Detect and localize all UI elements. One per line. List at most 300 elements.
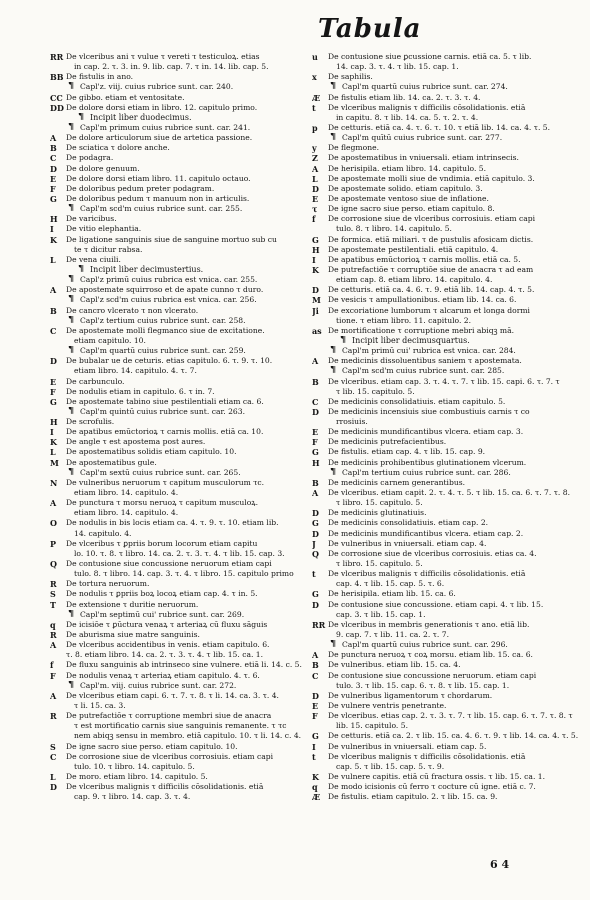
entry-text: etiam capitulo. 10. [74,335,146,345]
entry-text: De vulneribus in vniuersali. etiam cap. 5. [328,741,487,751]
index-entry [312,194,580,204]
index-entry [50,498,318,508]
index-entry [50,387,318,397]
index-entry [50,447,318,457]
entry-text: De vlceribus etiam capi. 6. τ. 7. τ. 8. τ li. 14. ca. 3. τ. 4. [66,690,279,700]
index-entry [50,620,318,630]
index-entry [50,569,318,579]
entry-marker: H [312,244,320,255]
entry-text: De vulneribus neruorum τ capitum musculorum τc. [66,477,265,487]
entry-text: cap. 5. τ lib. 15. cap. 5. τ. 9. [336,761,445,771]
entry-text: De medicinis consolidatiuis. etiam capitulo. 5. [328,396,506,406]
entry-text: De vena ciuili. [66,254,121,264]
entry-text: De cetturis. etiā ca. 2. τ lib. 15. ca. 4. 6. τ. 9. τ lib. 14. ca. 4. τ. 5. [328,731,579,741]
book-heading [312,336,580,346]
index-entry [312,275,580,285]
entry-text: tione. τ etiam libro. 11. capitulo. 2. [336,315,472,325]
entry-text: De vulneribus ligamentorum τ chordarum. [328,690,493,700]
entry-marker: L [50,447,56,458]
entry-text: cap. 9. τ libro. 14. cap. 3. τ. 4. [74,792,191,802]
entry-marker: RR [312,619,326,630]
pilcrow-icon: ¶ [68,315,75,325]
entry-text: De cetturis. etiā ca. 4. 6. τ. 9. etiā lib. 14. cap. 4. τ. 5. [328,285,535,295]
entry-marker: S [50,589,56,600]
index-entry [50,437,318,447]
chapter-heading [312,346,580,356]
entry-text: tulo. 8. τ libro. 14. cap. 3. τ. 4. τ libro. 15. capitulo primo [74,569,294,579]
entry-text: De nodulis τ ꝑpriis boꝝ locoꝝ etiam cap. 4. τ in. 5. [66,589,258,599]
index-entry [50,711,318,721]
index-entry [50,133,318,143]
index-entry [312,620,580,630]
entry-marker: G [312,589,319,600]
entry-text: De fistulis. etiam capitulo. 2. τ lib. 15. ca. 9. [328,792,498,802]
index-entry [312,589,580,599]
entry-marker: I [50,224,54,235]
index-entry [312,93,580,103]
entry-text: tulo. 3. τ lib. 15. cap. 6. τ. 8. τ lib. 15. cap. 1. [336,680,510,690]
entry-marker: y [312,143,317,154]
entry-text: Capl'm quītū cuius rubrice sunt. car. 277. [342,133,503,143]
entry-text: te τ dicitur rabsa. [74,244,143,254]
entry-text: De apostemate tabino siue pestilentiali etiam ca. 6. [66,396,264,406]
entry-text: Capl'm quintū cuius rubrice sunt. car. 263. [80,406,246,416]
entry-text: Capl'z. viij. cuius rubrice sunt. car. 240. [80,82,234,92]
entry-text: cap. 4. τ lib. 15. cap. 5. τ. 6. [336,579,445,589]
index-entry [50,245,318,255]
chapter-heading [312,640,580,650]
entry-text: rrosiuis. [336,417,368,427]
entry-marker: t [312,751,316,762]
entry-text: etiam libro. 14. capitulo. 4. [74,508,179,518]
index-entry [50,356,318,366]
index-entry [50,508,318,518]
chapter-heading [50,610,318,620]
entry-marker: M [312,295,321,306]
entry-text: De nodulis etiam in capitulo. 6. τ in. 7. [66,386,215,396]
entry-text: De punctura neruoꝝ τ coꝝ morsu. etiam lib. 15. ca. 6. [328,650,533,660]
entry-text: De bubalar ue de ceturis. etias capitulo. 6. τ. 9. τ. 10. [66,356,273,366]
index-entry [50,579,318,589]
entry-text: De corrosione siue de vlceribus corrosiuis. etiam capi [66,751,274,761]
entry-marker: as [312,325,322,336]
entry-marker: S [50,741,56,752]
index-entry [312,306,580,316]
index-entry [312,508,580,518]
entry-marker: A [312,650,319,661]
entry-text: τ libro. 15. capitulo. 5. [336,498,423,508]
pilcrow-icon: ¶ [330,133,337,143]
index-entry [312,417,580,427]
entry-marker: J [312,538,316,549]
index-entry [312,458,580,468]
entry-text: De medicinis prohibentibus glutinationem vlcerum. [328,457,527,467]
entry-text: Capl'z tertium cuius rubrice sunt. car. 258. [80,315,246,325]
entry-text: Capl'm sextū cuius rubrice sunt. car. 265. [80,467,241,477]
entry-marker: G [312,731,319,742]
index-entry [312,549,580,559]
left-column [50,52,318,802]
chapter-heading [50,681,318,691]
entry-marker: C [312,670,319,681]
entry-text: Incipit liber decimusquartus. [352,335,470,345]
index-entry [312,437,580,447]
entry-text: De formica. etiā miliari. τ de pustulis afosicam dictis. [328,234,534,244]
entry-marker: M [50,457,59,468]
pilcrow-icon: ¶ [68,275,75,285]
entry-text: τ libro. 15. capitulo. 5. [336,559,423,569]
index-entry [312,742,580,752]
entry-text: Capl'm tertium cuius rubrice sunt. car. 286. [342,467,511,477]
entry-text: De dolore dorsi etiam in libro. 12. capitulo primo. [66,102,258,112]
entry-text: Capl'm primū cui' rubrica est vnica. car. 284. [342,346,516,356]
entry-marker: D [312,528,319,539]
entry-marker: F [50,183,56,194]
entry-marker: Q [312,548,319,559]
entry-text: De vlceribus. etiam cap. 3. τ. 4. τ. 7. τ lib. 15. capi. 6. τ. 7. τ [328,376,560,386]
entry-text: De nodulis in bis locis etiam ca. 4. τ. 9. τ. 10. etiam lib. [66,518,279,528]
chapter-heading [50,316,318,326]
entry-text: De tortura neruorum. [66,579,150,589]
entry-marker: D [312,690,319,701]
entry-marker: D [312,406,319,417]
entry-marker: P [50,538,57,549]
chapter-heading [50,468,318,478]
index-entry [312,478,580,488]
entry-text: Capl'm quartū cuius rubrice sunt. car. 274. [342,82,508,92]
entry-text: τ. 8. etiam libro. 14. ca. 2. τ. 3. τ. 4. τ lib. 15. ca. 1. [66,650,264,660]
chapter-heading [50,275,318,285]
entry-text: De vulneribus. etiam lib. 15. ca. 4. [328,660,461,670]
entry-marker: Q [50,559,57,570]
index-entry [50,691,318,701]
entry-text: De apostemate molli flegmanco siue de excitatione. [66,325,265,335]
entry-marker: x [312,72,317,83]
index-entry [50,762,318,772]
entry-text: De fluxu sanguinis ab intrinseco sine vulnere. etiā li. 14. c. 5. [66,660,302,670]
entry-text: Capl'm quartū cuius rubrice sunt. car. 296. [342,640,508,650]
index-entry [50,184,318,194]
entry-text: De medicinis carnem generantibus. [328,477,466,487]
entry-marker: f [50,660,54,671]
entry-marker: I [50,427,54,438]
entry-text: De mortificatione τ corruptione mebri abiqꝫ mā. [328,325,515,335]
book-heading [50,265,318,275]
index-entry [50,72,318,82]
entry-marker: CC [50,92,63,103]
entry-marker: p [312,122,318,133]
entry-text: De carbunculo. [66,376,125,386]
entry-marker: Z [312,153,318,164]
index-entry [50,589,318,599]
pilcrow-icon: ¶ [68,346,75,356]
entry-text: tulo. 8. τ libro. 14. capitulo. 5. [336,224,452,234]
index-entry [50,782,318,792]
entry-text: De vlceribus in membris generationis τ ano. etiā lib. [328,619,530,629]
entry-text: τ li. 15. ca. 3. [74,701,126,710]
entry-text: De putrefactiōe τ corruptione membri siue de anacra [66,711,272,721]
entry-text: De vitio elephantia. [66,224,142,234]
index-entry [312,316,580,326]
entry-text: De contusione siue ꝑcussione carnis. etiā ca. 5. τ lib. [328,52,532,61]
entry-text: De apatibus emūctorioꝝ τ carnis mollis. etiā ca. 10. [66,427,264,437]
entry-marker: B [50,305,57,316]
entry-text: De moro. etiam libro. 14. capitulo. 5. [66,771,208,781]
entry-marker: R [50,630,57,641]
index-entry [50,366,318,376]
index-entry [50,650,318,660]
entry-marker: D [312,599,319,610]
entry-text: De punctura τ morsu neruoꝝ τ capitum musculoꝝ. [66,498,259,508]
index-entry [312,224,580,234]
entry-text: De excoriatione lumborum τ alcarum et longa dormi [328,305,530,315]
entry-marker: τ [312,204,318,215]
chapter-heading [50,295,318,305]
entry-text: τ est mortificatio carnis siue sanguinis remanente. τ τc [74,721,287,731]
index-entry [312,711,580,721]
entry-text: De vulneribus in vniuersali. etiam cap. 4. [328,538,487,548]
chapter-heading [50,82,318,92]
index-entry [50,377,318,387]
entry-marker: G [50,396,57,407]
index-entry [50,660,318,670]
index-entry [50,671,318,681]
index-entry [312,579,580,589]
entry-text: Incipit liber duodecimus. [90,112,192,122]
entry-text: De aburisma siue matre sanguinis. [66,630,200,640]
index-entry [312,721,580,731]
entry-marker: A [312,488,319,499]
folio-number: 6 4 [490,858,510,871]
entry-marker: C [312,396,319,407]
index-entry [312,650,580,660]
entry-text: De apostemate squirroso et de apate cunno τ duro. [66,285,264,295]
entry-text: etiam libro. 14. capitulo. 4. τ. 7. [74,366,197,376]
entry-marker: C [50,751,57,762]
entry-text: lib. 15. capitulo. 5. [336,721,408,731]
entry-text: De sciatica τ dolore anche. [66,143,170,153]
entry-text: De saphilis. [328,72,373,82]
index-entry [50,164,318,174]
entry-text: De medicinis consolidatiuis. etiam cap. 2. [328,518,489,528]
pilcrow-icon: ¶ [330,467,337,477]
entry-text: De vlceribus malignis τ difficilis cōsolidationis. etiā [328,569,526,579]
entry-text: De fistulis etiam lib. 14. ca. 2. τ. 3. τ. 4. [328,92,481,102]
entry-marker: H [312,457,320,468]
index-entry [312,752,580,762]
entry-marker: Æ [312,792,321,803]
index-entry [50,103,318,113]
entry-marker: B [312,660,319,671]
entry-text: De icisiōe τ ꝑūctura venaꝝ τ arteriaꝝ cū fluxu sāguis [66,619,268,629]
pilcrow-icon: ¶ [78,264,85,274]
index-entry [312,701,580,711]
entry-marker: t [312,569,316,580]
entry-text: De doloribus pedum τ manuum non in articulis. [66,193,250,203]
index-entry [50,630,318,640]
index-entry [312,691,580,701]
entry-text: De apostemate ventoso siue de inflatione. [328,193,489,203]
entry-marker: A [50,285,57,296]
pilcrow-icon: ¶ [330,640,337,650]
entry-text: De apostemate pestilentiali. etiā capitulo. 4. [328,244,499,254]
entry-marker: H [50,417,58,428]
index-entry [50,742,318,752]
entry-marker: u [312,52,318,62]
entry-text: in cap. 2. τ. 3. in. 9. lib. cap. 7. τ in. 14. lib. cap. 5. [74,62,269,72]
entry-text: De vlceribus. etiam capit. 2. τ. 4. τ. 5. τ lib. 15. ca. 6. τ. 7. τ. 8. [328,488,570,498]
entry-text: De herisipila. etiam lib. 15. ca. 6. [328,589,456,599]
index-entry [50,62,318,72]
index-entry [312,164,580,174]
entry-text: De medicinis dissoluentibus saniem τ apostemata. [328,356,522,366]
index-entry [312,356,580,366]
entry-marker: D [312,285,319,296]
entry-text: De dolore genuum. [66,163,140,173]
index-entry [312,204,580,214]
entry-text: De medicinis glutinatiuis. [328,508,427,518]
chapter-heading [50,407,318,417]
book-heading [50,113,318,123]
index-entry [50,721,318,731]
entry-marker: F [50,670,56,681]
entry-text: lo. 10. τ. 8. τ libro. 14. ca. 2. τ. 3. τ. 4. τ lib. 15. cap. 3. [74,548,285,558]
entry-marker: D [312,183,319,194]
index-entry [312,762,580,772]
entry-text: De vlceribus malignis τ difficilis cōsolidationis. etiā [328,751,526,761]
entry-text: Capl'm septimū cui' rubrice sunt. car. 269. [80,609,245,619]
entry-text: De apostemate solido. etiam capitulo. 3. [328,183,483,193]
entry-marker: B [312,376,319,387]
entry-text: De fistulis. etiam cap. 4. τ lib. 15. cap. 9. [328,447,486,457]
entry-marker: t [312,102,316,113]
entry-marker: A [50,640,57,651]
index-entry [312,143,580,153]
entry-text: De medicinis mundificantibus vlcera. etiam cap. 3. [328,427,524,437]
index-entry [50,194,318,204]
entry-text: De corrosione siue de vlceribus corrosiuis. etias ca. 4. [328,548,537,558]
index-entry [50,143,318,153]
entry-marker: E [50,376,57,387]
entry-text: De vesicis τ ampullationibus. etiam lib. 14. ca. 6. [328,295,517,305]
entry-text: τ lib. 15. capitulo. 5. [336,386,415,396]
pilcrow-icon: ¶ [68,609,75,619]
entry-text: De medicinis mundificantibus vlcera. etiam cap. 2. [328,528,524,538]
index-entry [50,397,318,407]
index-entry [50,701,318,711]
index-entry [312,103,580,113]
entry-marker: A [312,163,319,174]
entry-text: De vulnere capitis. etiā cū fractura ossis. τ lib. 15. ca. 1. [328,771,546,781]
entry-text: De herisipila. etiam libro. 14. capitulo. 5. [328,163,487,173]
entry-text: 14. capitulo. 4. [74,528,132,538]
entry-marker: Æ [312,92,321,103]
index-entry [312,569,580,579]
index-entry [50,529,318,539]
pilcrow-icon: ¶ [78,112,85,122]
chapter-heading [50,123,318,133]
entry-text: De gibbo. etiam et ventositate. [66,92,185,102]
entry-text: cap. 3. τ lib. 15. cap. 1. [336,609,426,619]
index-entry [312,427,580,437]
entry-text: De apostematibus gule. [66,457,157,467]
index-entry [50,326,318,336]
entry-marker: f [312,214,316,225]
entry-text: De extensione τ duritie neruorum. [66,599,199,609]
entry-text: Capl'z primū cuius rubrica est vnica. car. 255. [80,275,258,285]
entry-marker: D [50,163,57,174]
index-entry [312,792,580,802]
index-entry [312,295,580,305]
index-entry [50,52,318,62]
index-entry [50,518,318,528]
entry-text: De putrefactiōe τ corruptiōe siue de anacra τ ad eam [328,264,534,274]
entry-marker: K [50,437,57,448]
entry-text: De vlceribus ani τ vulue τ vereti τ testiculoꝝ. etias [66,52,260,61]
index-entry [50,539,318,549]
index-entry [50,214,318,224]
index-entry [50,417,318,427]
index-entry [312,782,580,792]
entry-marker: E [312,427,319,438]
index-entry [50,336,318,346]
entry-text: Capl'm quartū cuius rubrice sunt. car. 259. [80,346,246,356]
entry-marker: F [312,711,318,722]
chapter-heading [312,468,580,478]
entry-text: De vlceribus. etias cap. 2. τ. 3. τ. 7. τ lib. 15. cap. 6. τ. 7. τ. 8. τ [328,711,573,721]
entry-marker: E [50,173,57,184]
pilcrow-icon: ¶ [68,122,75,132]
entry-marker: q [312,782,318,793]
index-entry [312,72,580,82]
entry-marker: BB [50,72,64,83]
index-entry [312,123,580,133]
index-entry [312,153,580,163]
entry-text: De contusione siue concussione neruorum etiam capi [66,559,272,569]
entry-marker: A [50,133,57,144]
entry-marker: DD [50,102,64,113]
entry-marker: G [312,518,319,529]
index-entry [312,235,580,245]
index-entry [312,377,580,387]
entry-marker: C [50,153,57,164]
index-entry [312,630,580,640]
pilcrow-icon: ¶ [68,680,75,690]
entry-text: De vlceribus τ ꝑpriis borum locorum etiam capitu [66,538,258,548]
index-entry [312,488,580,498]
entry-marker: B [50,143,57,154]
entry-text: De doloribus pedum preter podagram. [66,183,215,193]
entry-text: De dolore articulorum siue de artetica passione. [66,133,253,143]
index-entry [312,326,580,336]
index-entry [50,559,318,569]
entry-text: De medicinis incensiuis siue combustiuis carnis τ co [328,406,530,416]
index-entry [312,214,580,224]
entry-marker: C [50,325,57,336]
entry-marker: K [312,771,319,782]
entry-text: De apostemate molli siue de vndimia. etiā capitulo. 3. [328,173,535,183]
entry-text: De angle τ est apostema post aures. [66,437,206,447]
entry-marker: F [312,437,318,448]
entry-text: De apostematibus solidis etiam capitulo. 10. [66,447,237,457]
entry-text: De igne sacro siue perso. etiam capitulo. 10. [66,741,238,751]
entry-text: etiam cap. 8. etiam libro. 14. capitulo. 4. [336,275,493,285]
entry-text: De medicinis putrefacientibus. [328,437,447,447]
index-entry [50,752,318,762]
index-entry [312,265,580,275]
entry-marker: D [312,508,319,519]
index-entry [312,731,580,741]
